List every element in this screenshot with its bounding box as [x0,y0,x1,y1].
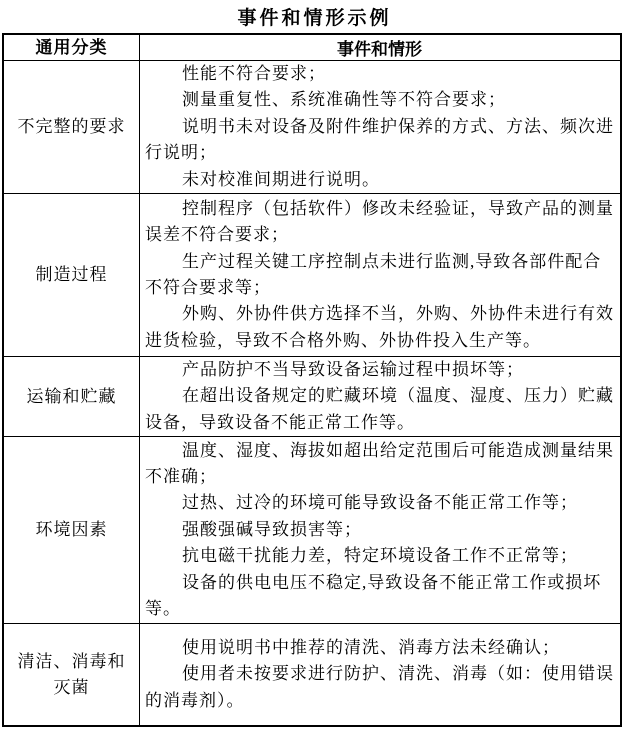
page-title: 事件和情形示例 [237,8,392,29]
event-item: 设备的供电电压不稳定,导致设备不能正常工作或损坏等。 [145,572,602,619]
category-cell: 不完整的要求 [4,61,140,193]
event-item: 强酸强碱导致损害等； [182,519,362,539]
event-item: 产品防护不当导致设备运输过程中损坏等； [182,359,524,379]
category-cell: 清洁、消毒和灭菌 [4,624,140,725]
events-table [2,33,622,727]
table-row [4,61,620,194]
event-item: 过热、过冷的环境可能导致设备不能正常工作等； [182,493,578,513]
header-category: 通用分类 [4,35,140,60]
table-row [4,194,620,357]
category-cell: 制造过程 [4,194,140,356]
event-item: 使用说明书中推荐的清洗、消毒方法未经确认； [182,637,560,657]
category-cell: 环境因素 [4,437,140,623]
event-item: 使用者未按要求进行防护、清洗、消毒（如：使用错误的消毒剂）。 [145,664,614,710]
events-cell [140,437,620,623]
event-item: 温度、湿度、海拔如超出给定范围后可能造成测量结果不准确； [145,440,614,486]
table-body [4,61,620,725]
event-item: 说明书未对设备及附件维护保养的方式、方法、频次进行说明； [145,116,614,163]
title-area [0,0,629,33]
events-cell [140,624,620,725]
event-item: 生产过程关键工序控制点未进行监测,导致各部件配合不符合要求等； [145,251,602,297]
event-item: 在超出设备规定的贮藏环境（温度、湿度、压力）贮藏设备，导致设备不能正常工作等。 [145,386,614,432]
table-row [4,357,620,437]
event-item: 外购、外协件供方选择不当，外购、外协件未进行有效进货检验，导致不合格外购、外协件投入生产等。 [145,304,614,350]
events-cell [140,194,620,356]
events-cell [140,61,620,193]
table-row [4,437,620,624]
event-item: 控制程序（包括软件）修改未经验证，导致产品的测量误差不符合要求； [145,198,614,245]
event-item: 未对校准间期进行说明。 [182,169,380,189]
category-cell: 运输和贮藏 [4,357,140,436]
event-item: 性能不符合要求； [182,63,326,83]
events-cell [140,357,620,436]
header-events: 事件和情形 [337,40,422,59]
table-row [4,624,620,725]
event-item: 抗电磁干扰能力差，特定环境设备工作不正常等； [182,546,578,566]
table-header-row [4,35,620,61]
event-item: 测量重复性、系统准确性等不符合要求； [182,90,506,110]
